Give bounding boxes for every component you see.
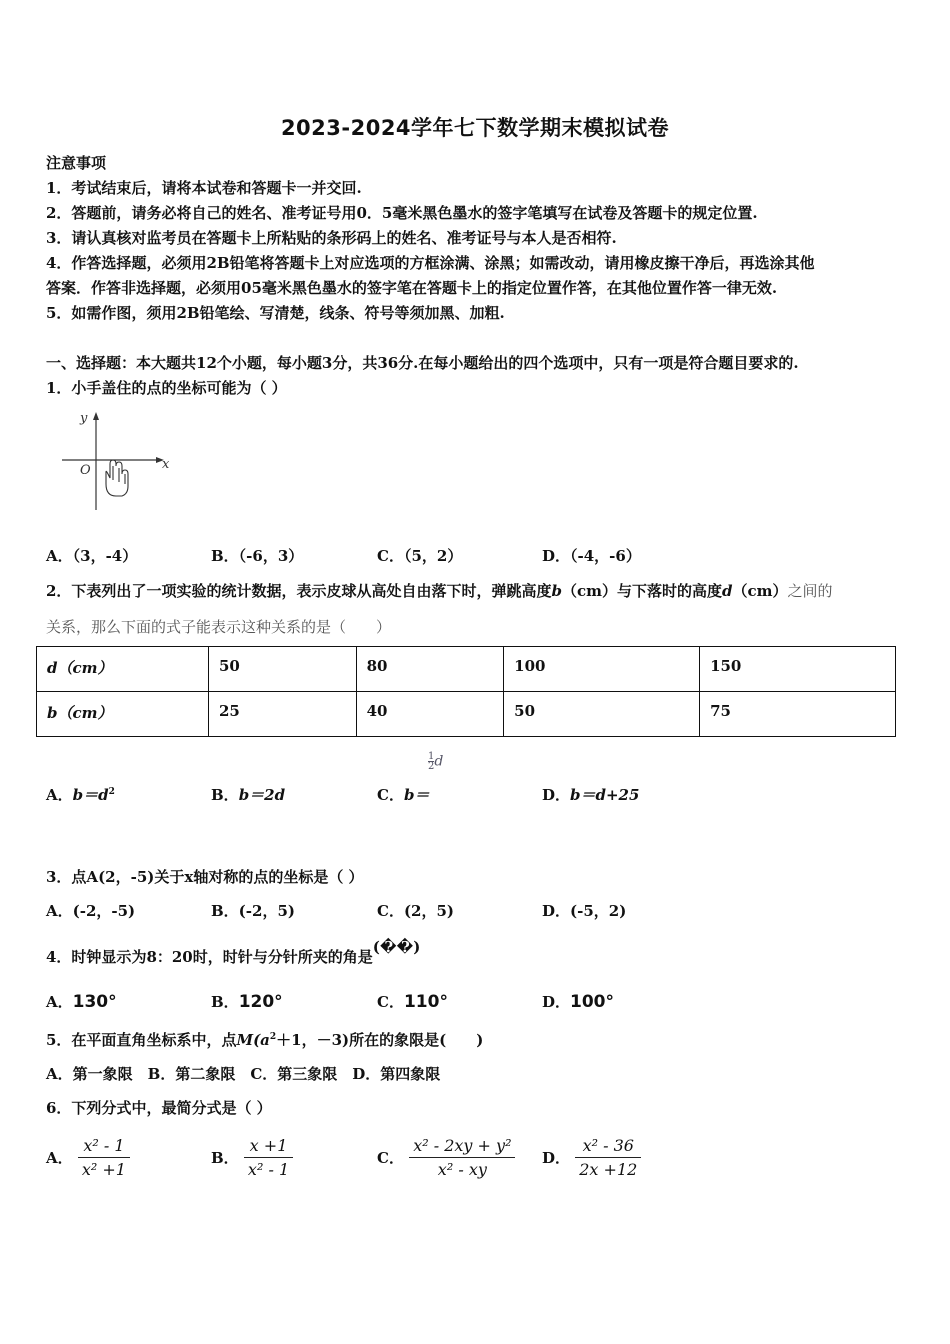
option-c: C．b＝	[377, 786, 430, 804]
option-a: A． $\frac{\text{x² - 1}}{\text{x² +1}}$	[46, 1136, 130, 1179]
q2-text-c: 之间的	[787, 582, 833, 600]
table-cell: 75	[700, 692, 896, 737]
q2-text-b: 与下落时的高度	[616, 582, 722, 600]
option-c-fraction: $\frac{1}{2}$ d	[428, 751, 444, 772]
question-2-text-line2: 关系，那么下面的式子能表示这种关系的是（ ）	[46, 618, 392, 636]
option-b: B．120°	[211, 992, 283, 1012]
table-cell: 40	[356, 692, 504, 737]
option-d: D．b＝d+25	[542, 786, 640, 804]
var-b: b	[551, 582, 562, 600]
option-d: D．(-5，2)	[542, 902, 627, 920]
notes-item: 2．答题前，请务必将自己的姓名、准考证号用0．5毫米黑色墨水的签字笔填写在试卷及答题卡的规定位置.	[46, 204, 758, 222]
option-b: B． $\frac{x +1}{\text{x² - 1}}$	[211, 1136, 293, 1179]
option-d: D． $\frac{\text{x² - 36}}{2x +12}$	[542, 1136, 641, 1179]
question-3-text: 3．点A(2，-5)关于x轴对称的点的坐标是（ ）	[46, 868, 364, 886]
table-cell: 50	[209, 647, 357, 692]
option-d: D．（-4，-6）	[542, 547, 641, 565]
y-axis-label: y	[80, 411, 88, 426]
option-a: A．$b=d^2$	[46, 786, 115, 804]
q5-options: A．第一象限 B．第二象限 C．第三象限 D．第四象限	[46, 1065, 441, 1083]
table-cell: 80	[356, 647, 504, 692]
fraction: $\frac{\text{x² - 2xy + y²}}{\text{x² - xy}}$	[409, 1136, 515, 1179]
option-a: A．(-2，-5)	[46, 902, 136, 920]
option-c: C． $\frac{\text{x² - 2xy + y²}}{\text{x² - xy}}$	[377, 1136, 515, 1179]
notes-item: 3．请认真核对监考员在答题卡上所粘贴的条形码上的姓名、准考证号与本人是否相符.	[46, 229, 617, 247]
data-table	[36, 646, 896, 737]
fraction: $\frac{\text{x² - 1}}{\text{x² +1}}$	[78, 1136, 130, 1179]
notes-item: 5．如需作图，须用2B铅笔绘、写清楚，线条、符号等须加黑、加粗.	[46, 304, 505, 322]
fraction: $\frac{\text{x² - 36}}{2x +12}$	[575, 1136, 641, 1179]
page-title: 2023-2024学年七下数学期末模拟试卷	[280, 116, 670, 140]
question-6-text: 6．下列分式中，最简分式是（ ）	[46, 1099, 272, 1117]
notes-item: 4．作答选择题，必须用2B铅笔将答题卡上对应选项的方框涂满、涂黑；如需改动，请用橡皮擦干净后，再选涂其他	[46, 254, 815, 272]
question-5-text: 5．在平面直角坐标系中，点$M(a^2+1$，－3)所在的象限是( )	[46, 1031, 484, 1049]
unit: （cm）	[561, 582, 617, 600]
table-row	[37, 647, 896, 692]
question-4-text: 4．时钟显示为8：20时，时针与分针所夹的角是(��)	[46, 938, 421, 966]
table-row	[37, 692, 896, 737]
option-a: A．130°	[46, 992, 117, 1012]
option-d: D．100°	[542, 992, 615, 1012]
hand-icon	[106, 460, 128, 496]
option-b: B．(-2，5)	[211, 902, 295, 920]
option-a: A．（3，-4）	[46, 547, 138, 565]
table-cell: d（cm）	[37, 647, 209, 692]
section-heading: 一、选择题：本大题共12个小题，每小题3分，共36分.在每小题给出的四个选项中，只有一项是符合题目要求的.	[46, 354, 799, 372]
option-b: B．b＝2d	[211, 786, 286, 804]
table-cell: 50	[504, 692, 700, 737]
origin-label: O	[80, 463, 91, 478]
question-1-text: 1．小手盖住的点的坐标可能为（ ）	[46, 379, 287, 397]
notes-item: 答案．作答非选择题，必须用05毫米黑色墨水的签字笔在答题卡上的指定位置作答，在其他位置作答一律无效.	[46, 279, 778, 297]
q2-text-a: 2．下表列出了一项实验的统计数据，表示皮球从高处自由落下时，弹跳高度	[46, 582, 552, 600]
notes-heading: 注意事项	[46, 154, 107, 172]
table-cell: 100	[504, 647, 700, 692]
var-d: d	[721, 582, 733, 600]
fraction: $\frac{x +1}{\text{x² - 1}}$	[244, 1136, 293, 1179]
x-axis-label: x	[162, 457, 170, 472]
option-c: C．110°	[377, 992, 448, 1012]
notes-item: 1．考试结束后，请将本试卷和答题卡一并交回.	[46, 179, 362, 197]
unit: （cm）	[732, 582, 788, 600]
option-b: B．（-6，3）	[211, 547, 304, 565]
option-c: C．（5，2）	[377, 547, 463, 565]
table-cell: 150	[700, 647, 896, 692]
coordinate-figure	[58, 408, 178, 516]
table-cell: b（cm）	[37, 692, 209, 737]
table-cell: 25	[209, 692, 357, 737]
option-c: C．(2，5)	[377, 902, 455, 920]
question-2-text	[46, 580, 833, 601]
